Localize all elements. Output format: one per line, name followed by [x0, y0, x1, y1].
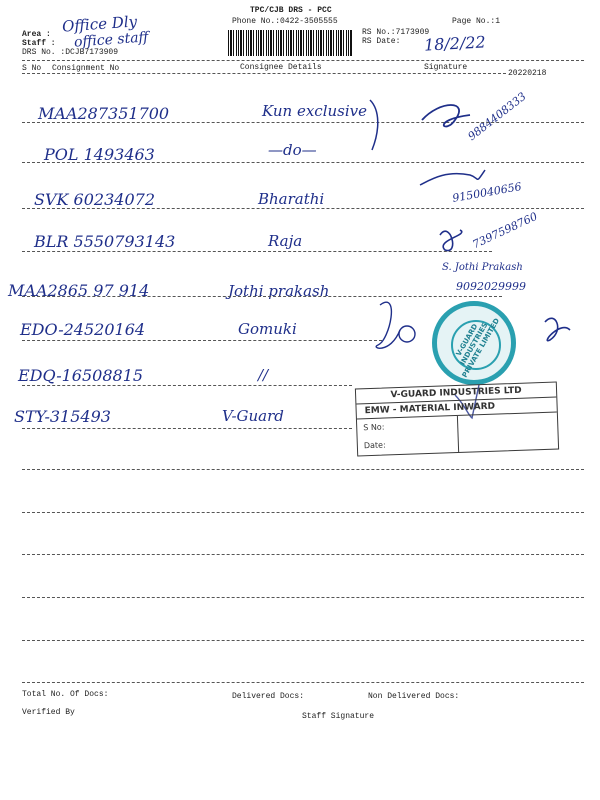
phone-note: 9092029999: [456, 280, 526, 293]
staff-signature-label: Staff Signature: [302, 712, 375, 721]
consignee-name: //: [258, 366, 269, 384]
col-consignee: Consignee Details: [240, 63, 322, 72]
non-delivered-docs-label: Non Delivered Docs:: [368, 692, 460, 701]
stamp-code: 20220218: [508, 69, 547, 78]
stamp-divider: [457, 416, 459, 452]
delivered-docs-label: Delivered Docs:: [232, 692, 305, 701]
verified-by-label: Verified By: [22, 708, 75, 717]
document-title: TPC/CJB DRS - PCC: [250, 6, 332, 15]
consignee-name: Kun exclusive: [262, 102, 368, 120]
consignment-no: BLR 5550793143: [34, 232, 176, 251]
row-rule: [22, 640, 584, 641]
consignee-name: Bharathi: [258, 190, 325, 208]
consignee-name: —do—: [268, 141, 317, 159]
rs-date-label: RS Date:: [362, 37, 401, 46]
staff-label: Staff :: [22, 39, 56, 48]
consignment-no: MAA2865 97 914: [8, 281, 150, 300]
row-rule: [22, 428, 352, 429]
rs-number: RS No.:7173909: [362, 28, 430, 37]
staff-handwritten: office staff: [73, 29, 149, 51]
seal-text: V-GUARD INDUSTRIES PRIVATE LIMITED: [454, 317, 502, 379]
stamp-subtitle: EMW - MATERIAL INWARD: [356, 397, 556, 420]
stamp-sno-label: S No:: [363, 422, 385, 433]
consignee-name: Jothi prakash: [228, 282, 330, 300]
col-signature: Signature: [424, 63, 468, 72]
consignee-name: V-Guard: [222, 407, 284, 425]
page-number: Page No.:1: [452, 17, 501, 26]
phone-note: 9150040656: [451, 180, 523, 205]
header-bottom-rule: [22, 73, 506, 74]
phone-number: Phone No.:0422-3505555: [232, 17, 338, 26]
consignment-no: EDQ-16508815: [18, 366, 144, 385]
signature-name: S. Jothi Prakash: [442, 262, 523, 273]
row-rule: [22, 597, 584, 598]
phone-note: 7397598760: [470, 209, 540, 252]
row-rule: [22, 554, 584, 555]
barcode: [228, 30, 352, 56]
consignment-no: MAA287351700: [38, 104, 170, 123]
area-handwritten: Office Dly: [61, 12, 138, 36]
area-label: Area :: [22, 30, 51, 39]
row-rule: [22, 385, 352, 386]
stamp-date-label: Date:: [363, 440, 386, 451]
row-rule: [22, 682, 584, 683]
consignment-no: EDO-24520164: [20, 320, 146, 339]
consignee-name: Raja: [268, 232, 303, 250]
consignment-no: POL 1493463: [44, 145, 155, 164]
row-rule: [22, 340, 382, 341]
drs-number: DRS No. :DCJB7173909: [22, 48, 119, 57]
header-top-rule: [22, 60, 584, 61]
phone-note: 9884408333: [465, 89, 529, 144]
rs-date-handwritten: 18/2/22: [423, 32, 487, 55]
row-rule: [22, 469, 584, 470]
total-docs-label: Total No. Of Docs:: [22, 690, 109, 699]
col-sno: S No: [22, 64, 42, 73]
consignee-name: Gomuki: [238, 320, 297, 338]
col-consignment: Consignment No: [52, 64, 120, 73]
consignment-no: STY-315493: [14, 407, 111, 426]
consignment-no: SVK 60234072: [34, 190, 155, 209]
stamp-title: V-GUARD INDUSTRIES LTD: [356, 383, 556, 405]
material-inward-stamp: [355, 381, 559, 456]
company-seal: [432, 301, 516, 385]
row-rule: [22, 512, 584, 513]
